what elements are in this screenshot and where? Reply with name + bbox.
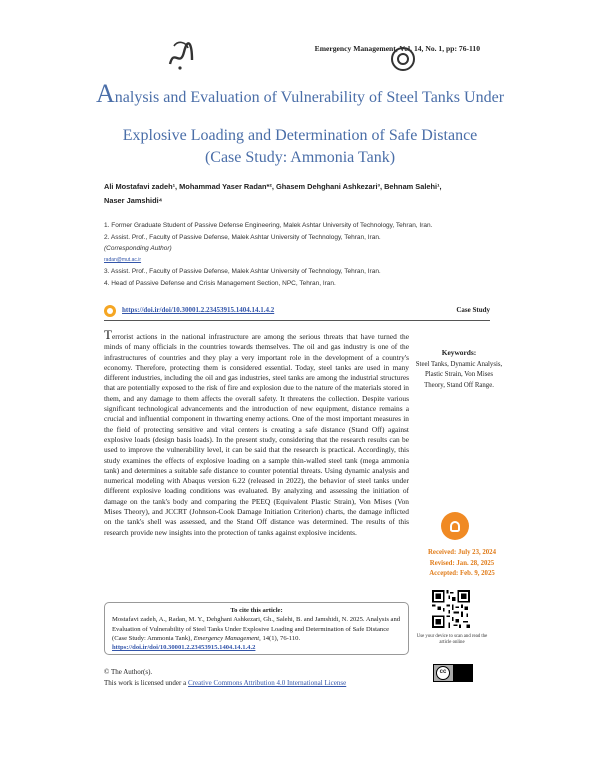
citation-journal: Emergency Management	[193, 634, 260, 642]
citation-box	[104, 602, 409, 655]
keywords-list: Steel Tanks, Dynamic Analysis, Plastic Strain, Von Mises Theory, Stand Off Range.	[415, 361, 503, 389]
university-logo	[391, 47, 415, 71]
accepted-date: Accepted: Feb. 9, 2025	[429, 570, 495, 577]
title-initial: A	[95, 79, 115, 108]
journal-header: Emergency Management, Vol. 14, No. 1, pp: 76-110	[314, 44, 480, 53]
open-access-icon	[441, 512, 469, 540]
author-line-1: Ali Mostafavi zadeh¹, Mohammad Yaser Radan*², Ghasem Dehghani Ashkezari³, Behnam Salehi¹,	[104, 182, 442, 191]
article-title-line2: Explosive Loading and Determination of Safe Distance	[122, 127, 478, 144]
affiliation-2: 2. Assist. Prof., Faculty of Passive Defense, Malek Ashtar University of Technology, Tehran, Iran.	[104, 233, 381, 241]
qr-caption: Use your device to scan and read the article online	[416, 634, 488, 645]
article-title-line3: (Case Study: Ammonia Tank)	[204, 149, 396, 166]
citation-volume: , 14(1), 76-110.	[259, 634, 301, 642]
revised-date: Revised: Jan. 28, 2025	[429, 559, 495, 567]
divider	[104, 320, 490, 321]
cc-by-license-badge[interactable]	[433, 664, 473, 682]
article-type: Case Study	[456, 306, 490, 314]
by-icon	[453, 665, 472, 681]
citation-doi-link[interactable]: https://doi.ir/doi/10.30001.2.23453915.1404.14.1.4.2	[112, 644, 256, 652]
cc-icon: cc	[436, 666, 450, 680]
corresponding-author-note: (Corresponding Author)	[104, 245, 172, 253]
received-date: Received: July 23, 2024	[428, 549, 496, 556]
citation-heading: To cite this article:	[230, 607, 283, 614]
affiliation-3: 3. Assist. Prof., Faculty of Passive Defense, Malek Ashtar University of Technology, Tehran, Iran.	[104, 268, 381, 276]
license-line	[104, 678, 346, 689]
copyright	[104, 667, 346, 688]
article-title-line1	[40, 79, 560, 109]
affiliations	[104, 220, 508, 290]
abstract	[104, 327, 409, 538]
abstract-body: errorist actions in the national infrastructure are among the serious threats that have turned the minds of many officials in the countries towards themselves. The oil and gas industry is one of the infrastructures of countries and they play a very important role in the development of a country's economy. Therefore, protecting them is considered essential. Today, steel tanks are used in many different industries, including the oil and gas industries, steel tanks are among the industrial structures that are potentially exposed to the risk of fire and explosion due to the nature of the materials stored in them, and any damage to them affects the overall safety. It threatens the collection. Despite various significant technological advancements and the introduction of new equipment, distance remains a crucial and influential component in thwarting enemy actions. One of the most important measures in the field of protecting sensitive and vital centers is creating a safe distance (Stand Off) against explosive loads (design basis loads). In the present study, considering that the research results can be used to improve the vulnerability level, it can be said that the research is practical. Accordingly, this study examines the effects of explosive loading on a sample thin-walled steel tank (mega ammonia tank) and determines a suitable safe distance to counter potential threats. Using dynamic analysis and numerical modeling with Abaqus version 6.22 (released in 2022), the behavior of steel tanks under different explosive loading conditions was evaluated. By analyzing and assessing the initiation of damage on the tank's body and comparing the PEEQ (Equivalent Plastic Strain), Von Mises (Von Mises Theory), and JCCRT (Johnson-Cook Damage Initiation Criterion) charts, the damage inflicted on the tank's shell was assessed, and the Stand Off distance was determined. The results of this research provide new insights into the protection of tanks against explosive incidents.	[104, 332, 409, 537]
license-link[interactable]: Creative Commons Attribution 4.0 International License	[187, 678, 347, 687]
doi-icon	[104, 305, 116, 317]
copyright-line: © The Author(s).	[104, 668, 153, 676]
author-list	[104, 180, 504, 208]
affiliation-1: 1. Former Graduate Student of Passive Defense Engineering, Malek Ashtar University of Technology, Tehran, Iran.	[104, 222, 433, 229]
doi-link[interactable]: https://doi.ir/doi/10.30001.2.23453915.1404.14.1.4.2	[122, 306, 275, 314]
citation-text	[112, 616, 400, 651]
citation-main: Mostafavi zadeh, A., Radan, M. Y., Dehghani Ashkezari, Gh., Salehi, B. and Jamshidi, N. 2025. Analysis and Evaluation of Vulnerability of Steel Tanks Under Explosive Loading and Determination of Safe Distance (Case Study: Ammonia Tank),	[112, 616, 401, 642]
article-dates	[414, 548, 510, 580]
author-email-link[interactable]: radan@mut.ac.ir	[104, 256, 142, 263]
affiliation-4: 4. Head of Passive Defense and Crisis Management Section, NPC, Tehran, Iran.	[104, 279, 336, 287]
keywords-heading: Keywords:	[441, 348, 477, 357]
license-prefix: This work is licensed under a	[104, 678, 187, 687]
title-line1-rest: nalysis and Evaluation of Vulnerability of Steel Tanks Under	[114, 89, 505, 106]
doi-row	[104, 305, 490, 317]
qr-code-icon[interactable]	[432, 590, 470, 628]
author-line-2: Naser Jamshidi⁴	[104, 196, 163, 205]
abstract-initial: T	[104, 327, 112, 342]
